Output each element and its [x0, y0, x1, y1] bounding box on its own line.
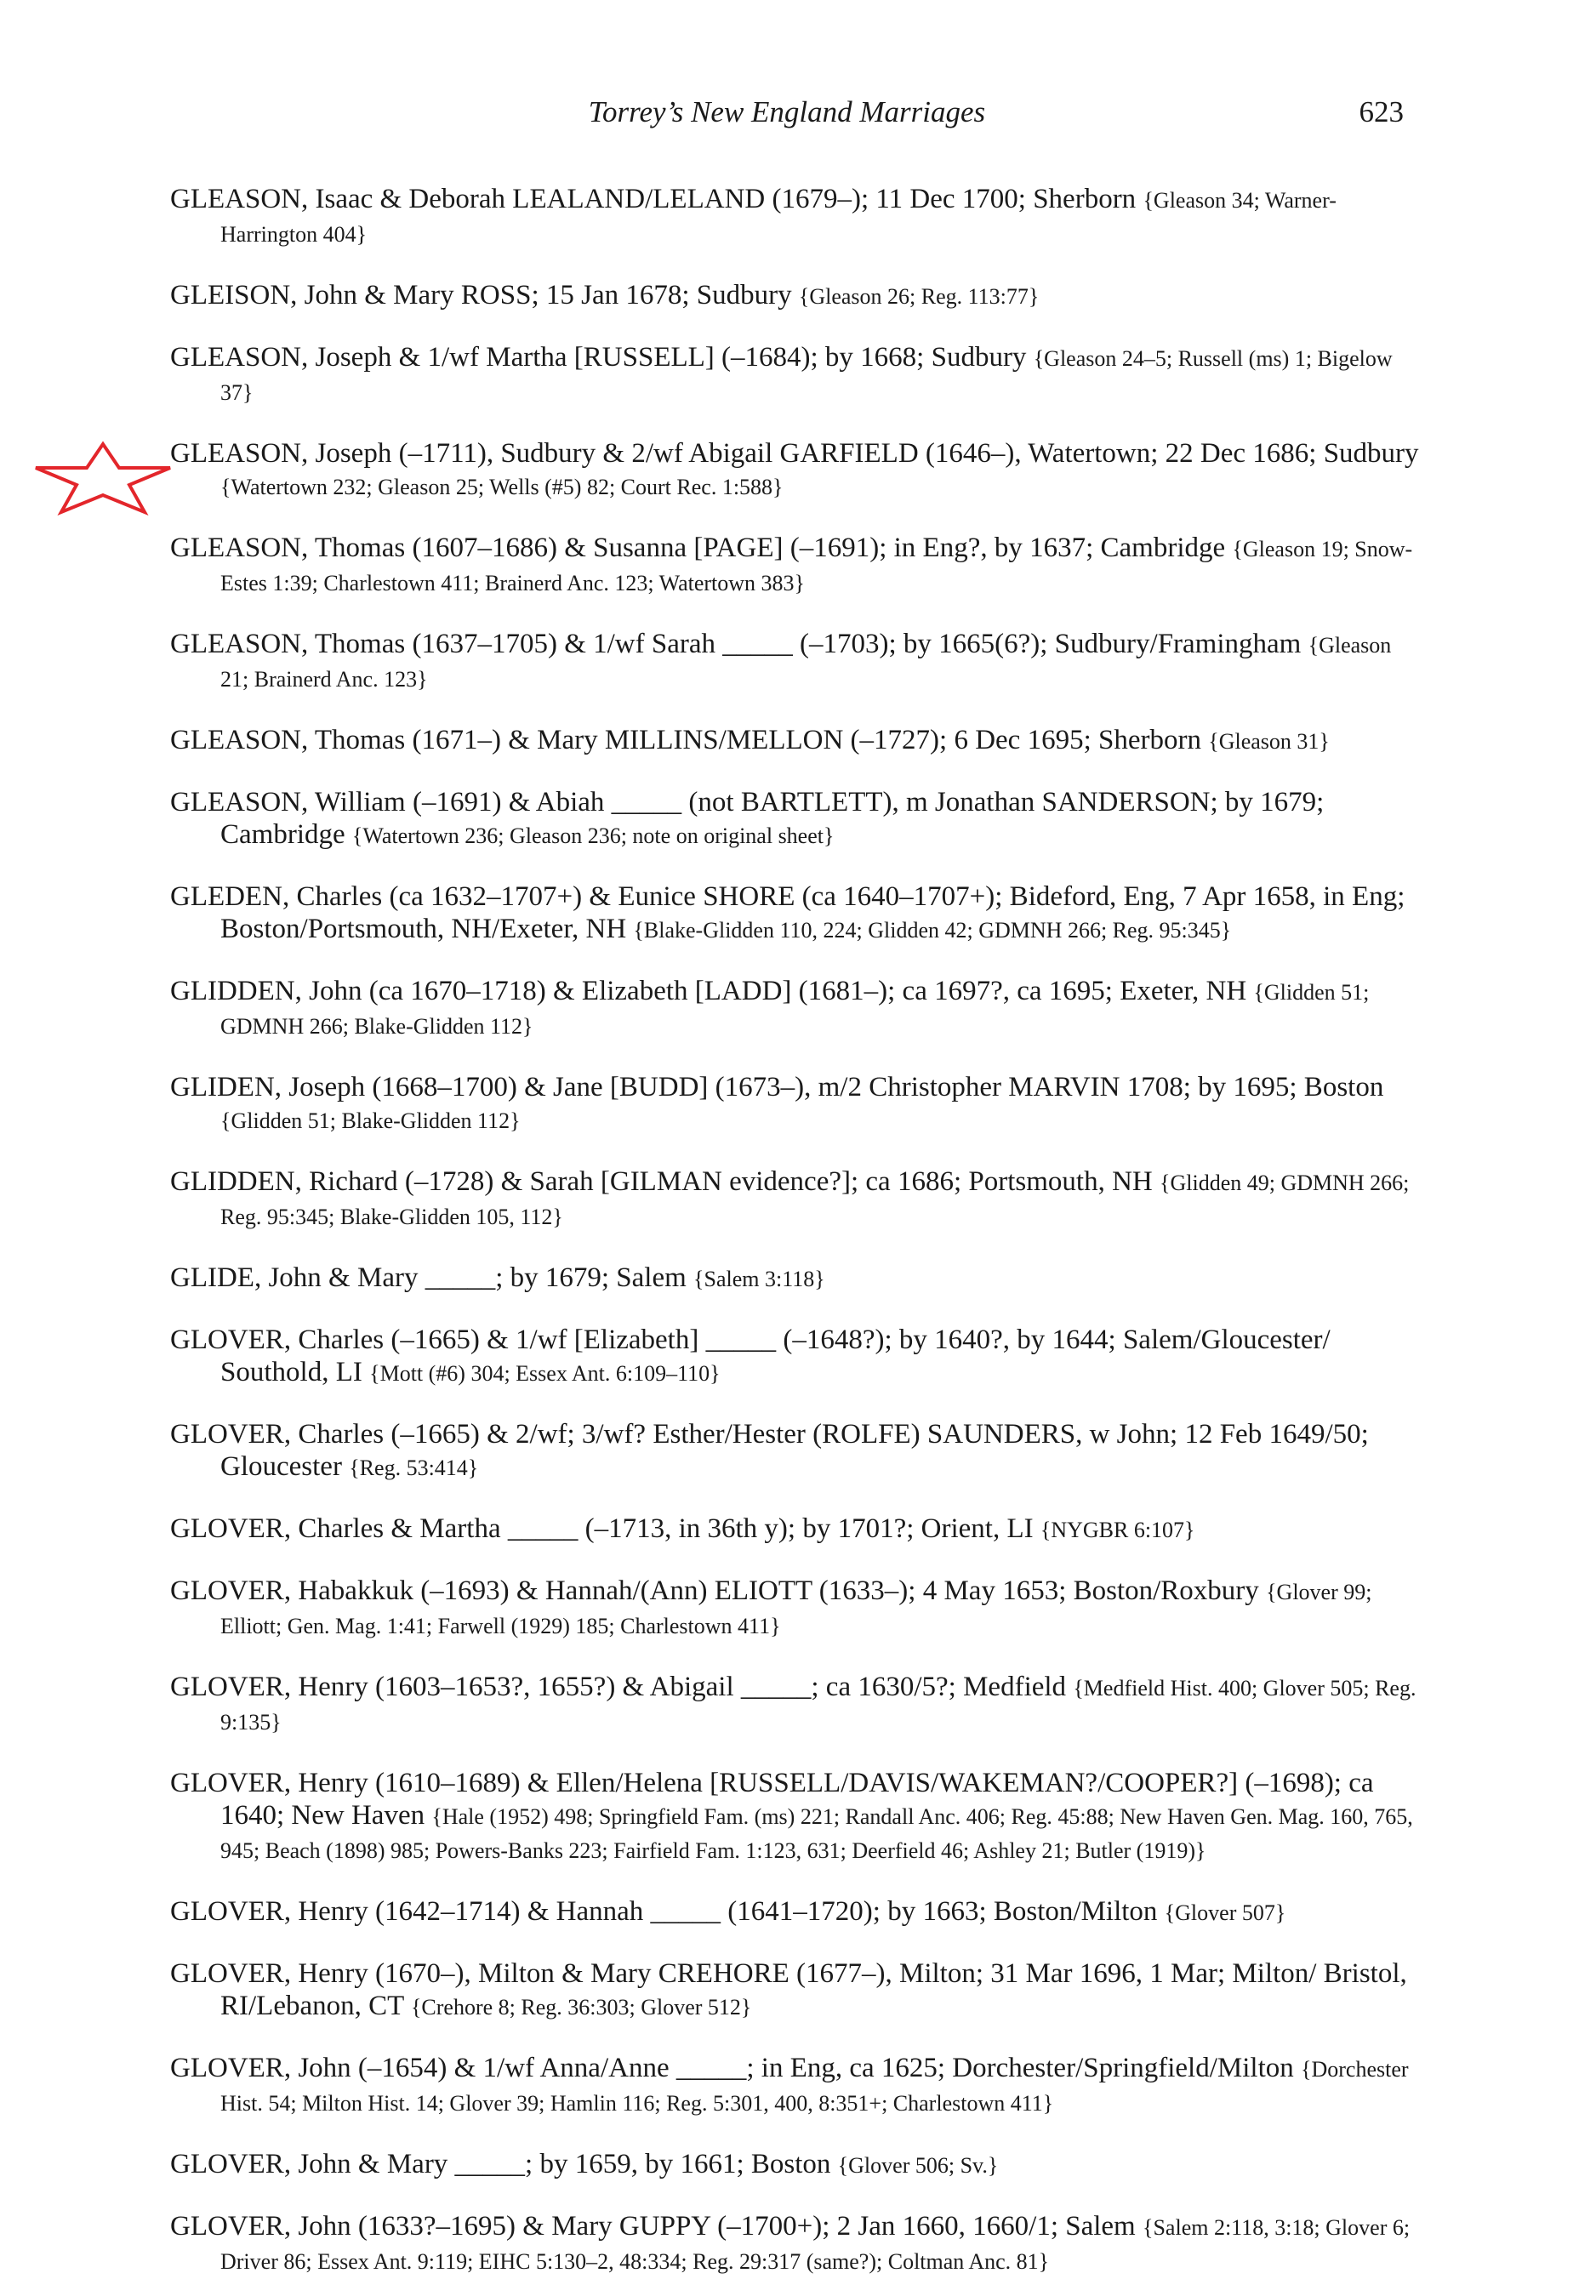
entry-sources: {Gleason 26; Reg. 113:77}: [798, 284, 1040, 309]
page-number: 623: [1359, 95, 1404, 128]
entry-text: GLOVER, John (1633?–1695) & Mary GUPPY (–1700+); 2 Jan 1660, 1660/1; Salem: [170, 2211, 1143, 2242]
list-item: [170, 1418, 1421, 1484]
list-item: [170, 1071, 1421, 1137]
entry-text: GLEASON, Isaac & Deborah LEALAND/LELAND (1679–); 11 Dec 1700; Sherborn: [170, 184, 1143, 214]
entry-text: GLOVER, Charles (–1665) & 2/wf; 3/wf? Esther/Hester (ROLFE) SAUNDERS, w John; 12 Feb 1649/50; Gloucester: [170, 1419, 1369, 1482]
entry-text: GLEASON, Thomas (1637–1705) & 1/wf Sarah _____ (–1703); by 1665(6?); Sudbury/Framingham: [170, 629, 1308, 659]
list-item: [170, 2148, 1421, 2182]
entry-text: GLOVER, Charles (–1665) & 1/wf [Elizabeth] _____ (–1648?); by 1640?, by 1644; Salem/Gloucester/ Southold, LI: [170, 1325, 1331, 1387]
list-item: [170, 1575, 1421, 1643]
list-item: [170, 1513, 1421, 1547]
entry-sources: {Medfield Hist. 400; Glover 505; Reg. 9:135}: [220, 1676, 1416, 1735]
list-item: [170, 2052, 1421, 2120]
entry-sources: {NYGBR 6:107}: [1040, 1518, 1195, 1542]
star-outline-shape: [36, 444, 170, 512]
entry-text: GLOVER, Henry (1610–1689) & Ellen/Helena [RUSSELL/DAVIS/WAKEMAN?/COOPER?] (–1698); ca 1640; New Haven: [170, 1768, 1374, 1831]
running-title: Torrey’s New England Marriages: [588, 95, 986, 128]
list-item: [170, 1895, 1421, 1929]
entry-text: GLEASON, Thomas (1671–) & Mary MILLINS/MELLON (–1727); 6 Dec 1695; Sherborn: [170, 725, 1209, 755]
entry-text: GLOVER, John & Mary _____; by 1659, by 1661; Boston: [170, 2149, 838, 2179]
entry-sources: {Gleason 34; Warner-Harrington 404}: [220, 188, 1337, 247]
entry-text: GLEDEN, Charles (ca 1632–1707+) & Eunice SHORE (ca 1640–1707+); Bideford, Eng, 7 Apr 1658, in Eng; Boston/Portsmouth, NH/Exeter, NH: [170, 881, 1405, 944]
entry-text: GLEASON, William (–1691) & Abiah _____ (not BARTLETT), m Jonathan SANDERSON; by 1679; Cambridge: [170, 787, 1325, 850]
entry-sources: {Gleason 21; Brainerd Anc. 123}: [220, 633, 1392, 692]
entry-text: GLIDDEN, John (ca 1670–1718) & Elizabeth [LADD] (1681–); ca 1697?, ca 1695; Exeter, NH: [170, 976, 1254, 1006]
entry-text: GLOVER, Henry (1603–1653?, 1655?) & Abigail _____; ca 1630/5?; Medfield: [170, 1672, 1074, 1702]
page-header: [170, 92, 1404, 143]
entry-sources: {Salem 3:118}: [693, 1267, 825, 1291]
entry-sources: {Glidden 51; Blake-Glidden 112}: [220, 1108, 521, 1133]
entry-sources: {Gleason 19; Snow-Estes 1:39; Charlestown 411; Brainerd Anc. 123; Watertown 383}: [220, 537, 1413, 595]
entry-sources: {Glover 506; Sv.}: [837, 2153, 999, 2178]
star-outline-icon: [31, 439, 175, 516]
entry-text: GLOVER, Henry (1670–), Milton & Mary CREHORE (1677–), Milton; 31 Mar 1696, 1 Mar; Milton/ Bristol, RI/Lebanon, CT: [170, 1958, 1407, 2021]
list-item: [170, 279, 1421, 313]
entry-text: GLIDEN, Joseph (1668–1700) & Jane [BUDD] (1673–), m/2 Christopher MARVIN 1708; by 1695; Boston: [170, 1072, 1384, 1102]
list-item: [170, 1262, 1421, 1296]
entry-text: GLOVER, Habakkuk (–1693) & Hannah/(Ann) ELIOTT (1633–); 4 May 1653; Boston/Roxbury: [170, 1575, 1267, 1606]
entry-sources: {Reg. 53:414}: [349, 1456, 479, 1480]
entry-sources: {Gleason 31}: [1208, 729, 1330, 754]
entry-text: GLIDE, John & Mary _____; by 1679; Salem: [170, 1262, 694, 1293]
list-item: [170, 1767, 1421, 1867]
entry-text: GLEASON, Joseph & 1/wf Martha [RUSSELL] (–1684); by 1668; Sudbury: [170, 342, 1034, 373]
entry-sources: {Glover 507}: [1164, 1900, 1286, 1925]
entry-sources: {Watertown 236; Gleason 236; note on original sheet}: [351, 823, 835, 848]
list-item: [170, 532, 1421, 600]
entry-text: GLIDDEN, Richard (–1728) & Sarah [GILMAN evidence?]; ca 1686; Portsmouth, NH: [170, 1166, 1160, 1197]
entry-sources: {Glidden 49; GDMNH 266; Reg. 95:345; Blake-Glidden 105, 112}: [220, 1171, 1410, 1229]
list-item: [170, 2210, 1421, 2278]
entry-sources: {Hale (1952) 498; Springfield Fam. (ms) 221; Randall Anc. 406; Reg. 45:88; New Haven Gen. Mag. 160, 765, 945; Beach (1898) 985; Powers-Banks 223; Fairfield Fam. 1:123, 631; Deerfield 46; Ashley 21; Butler (1919)}: [220, 1804, 1413, 1863]
entry-sources: {Crehore 8; Reg. 36:303; Glover 512}: [410, 1995, 752, 2020]
entry-sources: {Glidden 51; GDMNH 266; Blake-Glidden 112}: [220, 980, 1370, 1039]
entry-text: GLOVER, John (–1654) & 1/wf Anna/Anne _____; in Eng, ca 1625; Dorchester/Springfield/Milton: [170, 2053, 1301, 2083]
list-item: [170, 880, 1421, 947]
entry-sources: {Dorchester Hist. 54; Milton Hist. 14; Glover 39; Hamlin 116; Reg. 5:301, 400, 8:351+; Charlestown 411}: [220, 2057, 1409, 2116]
list-item: [170, 341, 1421, 409]
entry-text: GLOVER, Henry (1642–1714) & Hannah _____ (1641–1720); by 1663; Boston/Milton: [170, 1896, 1165, 1927]
list-item: [170, 786, 1421, 852]
list-item: [170, 1671, 1421, 1739]
list-item: [170, 183, 1421, 251]
entry-sources: {Salem 2:118, 3:18; Glover 6; Driver 86; Essex Ant. 9:119; EIHC 5:130–2, 48:334; Reg. 29:317 (same?); Coltman Anc. 81}: [220, 2215, 1411, 2274]
list-item: [170, 628, 1421, 696]
list-item: [170, 1957, 1421, 2024]
list-item: [170, 1165, 1421, 1233]
entry-text: GLEASON, Thomas (1607–1686) & Susanna [PAGE] (–1691); in Eng?, by 1637; Cambridge: [170, 533, 1233, 563]
entry-sources: {Gleason 24–5; Russell (ms) 1; Bigelow 37}: [220, 346, 1393, 405]
entry-sources: {Watertown 232; Gleason 25; Wells (#5) 82; Court Rec. 1:588}: [220, 475, 784, 499]
marriage-entries-list: [170, 155, 1421, 2296]
list-item: [170, 975, 1421, 1043]
entry-sources: {Glover 99; Elliott; Gen. Mag. 1:41; Farwell (1929) 185; Charlestown 411}: [220, 1580, 1372, 1638]
entry-sources: {Mott (#6) 304; Essex Ant. 6:109–110}: [369, 1361, 721, 1386]
entry-text: GLEISON, John & Mary ROSS; 15 Jan 1678; Sudbury: [170, 280, 799, 311]
entry-text: GLEASON, Joseph (–1711), Sudbury & 2/wf Abigail GARFIELD (1646–), Watertown; 22 Dec 1686; Sudbury: [170, 438, 1419, 469]
list-item: [170, 724, 1421, 758]
entry-sources: {Blake-Glidden 110, 224; Glidden 42; GDMNH 266; Reg. 95:345}: [633, 918, 1232, 943]
list-item: [170, 437, 1421, 504]
entry-text: GLOVER, Charles & Martha _____ (–1713, in 36th y); by 1701?; Orient, LI: [170, 1513, 1040, 1544]
list-item: [170, 1324, 1421, 1390]
